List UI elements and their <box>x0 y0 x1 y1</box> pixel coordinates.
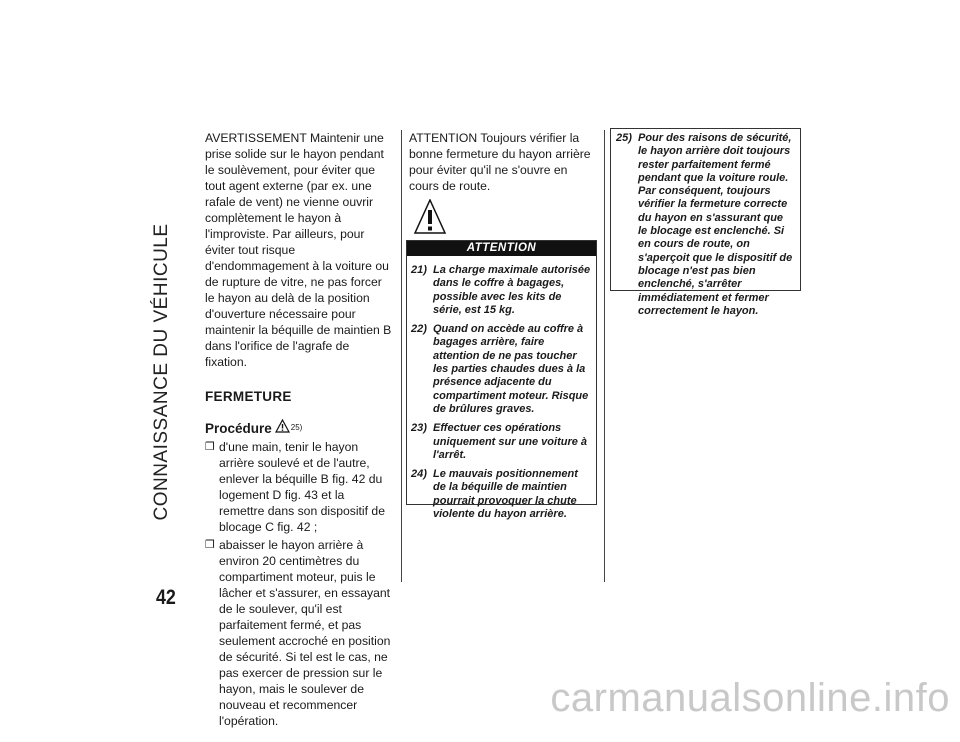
section-heading: FERMETURE <box>205 389 292 404</box>
note-text: Quand on accède au coffre à bagages arrière, faire attention de ne pas toucher les parties chaudes dues à la présence adjacente du compartiment moteur. Risque de brûlures graves. <box>433 323 589 415</box>
safety-note-box <box>610 128 801 317</box>
note-number: 24) <box>411 468 427 481</box>
note-reference: 25) <box>290 423 303 432</box>
procedure-heading <box>205 419 393 437</box>
list-item-text: abaisser le hayon arrière à environ 20 centimètres du compartiment moteur, puis le lâcher et s'assurer, en essayant de le soulever, qu'il est parfaitement fermé, et pas seulement accroché en position de sécurité. Si tel est le cas, ne pas exercer de pression sur le hayon, mais le soulever de nouveau et recommencer l'opération. <box>219 538 391 728</box>
attention-box-header: ATTENTION <box>407 241 596 256</box>
note-number: 23) <box>411 422 427 435</box>
attention-box <box>406 240 597 521</box>
procedure-heading-text: Procédure <box>205 421 272 436</box>
note-text: Le mauvais positionnement de la béquille de maintien pourrait provoquer la chute violente du hayon arrière. <box>433 468 578 521</box>
watermark: carmanualsonline.info <box>550 676 950 720</box>
note-number: 21) <box>411 264 427 276</box>
avertissement-paragraph: AVERTISSEMENT Maintenir une prise solide sur le hayon pendant le soulèvement, pour éviter que tout agent externe (par ex. une rafale de vent) ne vienne ouvrir complètement le hayon à l'improviste. Par ailleurs, pour éviter tout risque d'endommagement à la voiture ou de rupture de vitre, ne pas forcer le hayon au delà de la position d'ouverture nécessaire pour maintenir la béquille de maintien B dans l'orifice de l'agrafe de fixation. <box>205 131 392 369</box>
checkbox-bullet-icon: ❒ <box>205 539 215 551</box>
column-1 <box>205 130 393 729</box>
column-divider <box>401 130 402 582</box>
column-divider <box>604 130 605 582</box>
side-section-title-text: CONNAISSANCE DU VÉHICULE <box>151 223 172 521</box>
list-item <box>205 439 393 535</box>
list-item <box>205 537 393 729</box>
column-2 <box>409 130 595 194</box>
warning-sign-icon <box>414 199 446 240</box>
note-item <box>411 422 592 462</box>
note-item <box>411 468 592 521</box>
attention-notes <box>407 256 596 521</box>
note-number: 22) <box>411 323 427 336</box>
note-item <box>411 264 592 317</box>
note-text: Effectuer ces opérations uniquement sur une voiture à l'arrêt. <box>433 422 588 461</box>
note-item <box>611 129 800 318</box>
list-item-text: d'une main, tenir le hayon arrière soulevé et de l'autre, enlever la béquille B fig. 42 du logement D fig. 43 et la remettre dans son dispositif de blocage C fig. 42 ; <box>219 440 385 534</box>
note-text: Pour des raisons de sécurité, le hayon arrière doit toujours rester parfaitement fermé pendant que la voiture roule. Par conséquent, toujours vérifier la fermeture correcte du hayon en s'assurant que le blocage est enclenché. Si en cours de route, on s'aperçoit que le dispositif de blocage n'est pas bien enclenché, s'arrêter immédiatement et fermer correctement le hayon. <box>638 132 793 317</box>
warning-triangle-icon <box>275 419 290 437</box>
note-text: La charge maximale autorisée dans le coffre à bagages, possible avec les kits de série, est 15 kg. <box>433 264 591 316</box>
attention-paragraph: ATTENTION Toujours vérifier la bonne fermeture du hayon arrière pour éviter qu'il ne s'ouvre en cours de route. <box>409 131 591 193</box>
note-item <box>411 323 592 416</box>
page-number: 42 <box>156 586 176 609</box>
checkbox-bullet-icon: ❒ <box>205 441 215 453</box>
note-number: 25) <box>616 132 632 144</box>
